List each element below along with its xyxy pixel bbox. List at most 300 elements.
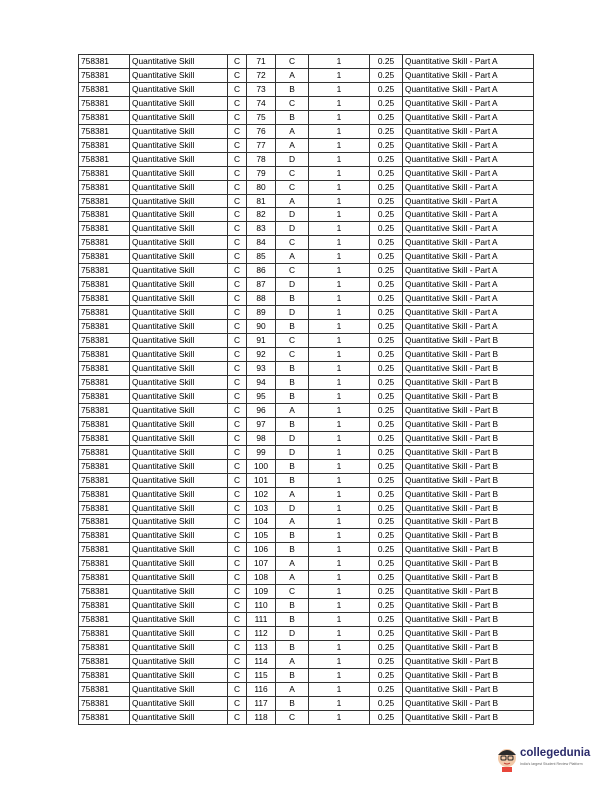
- set-cell: C: [228, 445, 247, 459]
- negative-marks-cell: 0.25: [370, 529, 403, 543]
- subject-cell: Quantitative Skill: [130, 110, 228, 124]
- table-row: [79, 585, 534, 599]
- student-id-cell: 758381: [79, 166, 130, 180]
- marks-cell: 1: [309, 361, 370, 375]
- marks-cell: 1: [309, 389, 370, 403]
- subject-cell: Quantitative Skill: [130, 431, 228, 445]
- negative-marks-cell: 0.25: [370, 250, 403, 264]
- logo-wordmark: collegedunia: [520, 747, 591, 759]
- question-number-cell: 112: [247, 627, 276, 641]
- table-row: [79, 96, 534, 110]
- section-cell: Quantitative Skill - Part A: [403, 320, 534, 334]
- negative-marks-cell: 0.25: [370, 389, 403, 403]
- set-cell: C: [228, 459, 247, 473]
- subject-cell: Quantitative Skill: [130, 654, 228, 668]
- set-cell: C: [228, 180, 247, 194]
- table-row: [79, 417, 534, 431]
- section-cell: Quantitative Skill - Part B: [403, 654, 534, 668]
- marks-cell: 1: [309, 473, 370, 487]
- table-row: [79, 320, 534, 334]
- question-number-cell: 85: [247, 250, 276, 264]
- marks-cell: 1: [309, 194, 370, 208]
- question-number-cell: 105: [247, 529, 276, 543]
- question-number-cell: 96: [247, 403, 276, 417]
- student-id-cell: 758381: [79, 55, 130, 69]
- section-cell: Quantitative Skill - Part B: [403, 599, 534, 613]
- answer-cell: B: [276, 417, 309, 431]
- subject-cell: Quantitative Skill: [130, 403, 228, 417]
- set-cell: C: [228, 585, 247, 599]
- question-number-cell: 103: [247, 501, 276, 515]
- answer-cell: A: [276, 124, 309, 138]
- subject-cell: Quantitative Skill: [130, 68, 228, 82]
- student-id-cell: 758381: [79, 641, 130, 655]
- table-row: [79, 431, 534, 445]
- answer-cell: B: [276, 641, 309, 655]
- section-cell: Quantitative Skill - Part B: [403, 361, 534, 375]
- table-row: [79, 557, 534, 571]
- table-row: [79, 682, 534, 696]
- answer-cell: B: [276, 696, 309, 710]
- set-cell: C: [228, 222, 247, 236]
- answer-cell: B: [276, 668, 309, 682]
- table-row: [79, 194, 534, 208]
- marks-cell: 1: [309, 613, 370, 627]
- marks-cell: 1: [309, 710, 370, 724]
- subject-cell: Quantitative Skill: [130, 599, 228, 613]
- negative-marks-cell: 0.25: [370, 431, 403, 445]
- section-cell: Quantitative Skill - Part B: [403, 641, 534, 655]
- student-id-cell: 758381: [79, 82, 130, 96]
- table-row: [79, 222, 534, 236]
- section-cell: Quantitative Skill - Part A: [403, 208, 534, 222]
- set-cell: C: [228, 334, 247, 348]
- question-number-cell: 97: [247, 417, 276, 431]
- negative-marks-cell: 0.25: [370, 654, 403, 668]
- section-cell: Quantitative Skill - Part A: [403, 236, 534, 250]
- subject-cell: Quantitative Skill: [130, 641, 228, 655]
- table-row: [79, 543, 534, 557]
- section-cell: Quantitative Skill - Part A: [403, 278, 534, 292]
- student-id-cell: 758381: [79, 696, 130, 710]
- answer-cell: A: [276, 557, 309, 571]
- logo-tagline: India's largest Student Review Platform: [520, 762, 583, 766]
- table-row: [79, 501, 534, 515]
- student-id-cell: 758381: [79, 543, 130, 557]
- student-id-cell: 758381: [79, 668, 130, 682]
- answer-cell: B: [276, 110, 309, 124]
- marks-cell: 1: [309, 55, 370, 69]
- subject-cell: Quantitative Skill: [130, 445, 228, 459]
- negative-marks-cell: 0.25: [370, 473, 403, 487]
- subject-cell: Quantitative Skill: [130, 348, 228, 362]
- section-cell: Quantitative Skill - Part A: [403, 110, 534, 124]
- marks-cell: 1: [309, 320, 370, 334]
- subject-cell: Quantitative Skill: [130, 82, 228, 96]
- section-cell: Quantitative Skill - Part B: [403, 668, 534, 682]
- section-cell: Quantitative Skill - Part A: [403, 264, 534, 278]
- table-row: [79, 529, 534, 543]
- section-cell: Quantitative Skill - Part A: [403, 68, 534, 82]
- negative-marks-cell: 0.25: [370, 487, 403, 501]
- negative-marks-cell: 0.25: [370, 682, 403, 696]
- question-number-cell: 95: [247, 389, 276, 403]
- section-cell: Quantitative Skill - Part A: [403, 124, 534, 138]
- question-number-cell: 88: [247, 292, 276, 306]
- question-number-cell: 87: [247, 278, 276, 292]
- subject-cell: Quantitative Skill: [130, 55, 228, 69]
- subject-cell: Quantitative Skill: [130, 334, 228, 348]
- section-cell: Quantitative Skill - Part B: [403, 696, 534, 710]
- marks-cell: 1: [309, 543, 370, 557]
- answer-cell: C: [276, 180, 309, 194]
- table-row: [79, 389, 534, 403]
- negative-marks-cell: 0.25: [370, 585, 403, 599]
- subject-cell: Quantitative Skill: [130, 278, 228, 292]
- student-id-cell: 758381: [79, 180, 130, 194]
- table-row: [79, 334, 534, 348]
- subject-cell: Quantitative Skill: [130, 320, 228, 334]
- set-cell: C: [228, 348, 247, 362]
- subject-cell: Quantitative Skill: [130, 668, 228, 682]
- table-row: [79, 641, 534, 655]
- table-row: [79, 124, 534, 138]
- question-number-cell: 101: [247, 473, 276, 487]
- marks-cell: 1: [309, 96, 370, 110]
- table-row: [79, 236, 534, 250]
- question-number-cell: 80: [247, 180, 276, 194]
- table-row: [79, 306, 534, 320]
- student-id-cell: 758381: [79, 599, 130, 613]
- table-row: [79, 473, 534, 487]
- negative-marks-cell: 0.25: [370, 306, 403, 320]
- section-cell: Quantitative Skill - Part B: [403, 389, 534, 403]
- set-cell: C: [228, 152, 247, 166]
- section-cell: Quantitative Skill - Part B: [403, 613, 534, 627]
- subject-cell: Quantitative Skill: [130, 389, 228, 403]
- subject-cell: Quantitative Skill: [130, 501, 228, 515]
- table-row: [79, 110, 534, 124]
- subject-cell: Quantitative Skill: [130, 529, 228, 543]
- answer-cell: C: [276, 264, 309, 278]
- table-row: [79, 599, 534, 613]
- negative-marks-cell: 0.25: [370, 68, 403, 82]
- question-number-cell: 93: [247, 361, 276, 375]
- question-number-cell: 76: [247, 124, 276, 138]
- student-id-cell: 758381: [79, 613, 130, 627]
- student-id-cell: 758381: [79, 278, 130, 292]
- section-cell: Quantitative Skill - Part B: [403, 585, 534, 599]
- answer-cell: C: [276, 334, 309, 348]
- answer-cell: A: [276, 194, 309, 208]
- subject-cell: Quantitative Skill: [130, 166, 228, 180]
- marks-cell: 1: [309, 682, 370, 696]
- negative-marks-cell: 0.25: [370, 152, 403, 166]
- question-number-cell: 89: [247, 306, 276, 320]
- set-cell: C: [228, 110, 247, 124]
- section-cell: Quantitative Skill - Part A: [403, 194, 534, 208]
- student-id-cell: 758381: [79, 194, 130, 208]
- subject-cell: Quantitative Skill: [130, 208, 228, 222]
- negative-marks-cell: 0.25: [370, 264, 403, 278]
- question-number-cell: 98: [247, 431, 276, 445]
- student-id-cell: 758381: [79, 627, 130, 641]
- student-id-cell: 758381: [79, 208, 130, 222]
- answer-cell: D: [276, 445, 309, 459]
- question-number-cell: 110: [247, 599, 276, 613]
- negative-marks-cell: 0.25: [370, 361, 403, 375]
- set-cell: C: [228, 320, 247, 334]
- answer-cell: B: [276, 389, 309, 403]
- question-number-cell: 84: [247, 236, 276, 250]
- section-cell: Quantitative Skill - Part B: [403, 487, 534, 501]
- set-cell: C: [228, 599, 247, 613]
- section-cell: Quantitative Skill - Part A: [403, 55, 534, 69]
- negative-marks-cell: 0.25: [370, 292, 403, 306]
- set-cell: C: [228, 473, 247, 487]
- set-cell: C: [228, 55, 247, 69]
- answer-cell: B: [276, 543, 309, 557]
- marks-cell: 1: [309, 292, 370, 306]
- question-number-cell: 116: [247, 682, 276, 696]
- question-number-cell: 109: [247, 585, 276, 599]
- table-row: [79, 627, 534, 641]
- negative-marks-cell: 0.25: [370, 445, 403, 459]
- question-number-cell: 111: [247, 613, 276, 627]
- marks-cell: 1: [309, 250, 370, 264]
- set-cell: C: [228, 389, 247, 403]
- answer-cell: B: [276, 599, 309, 613]
- subject-cell: Quantitative Skill: [130, 515, 228, 529]
- question-number-cell: 83: [247, 222, 276, 236]
- student-id-cell: 758381: [79, 292, 130, 306]
- section-cell: Quantitative Skill - Part B: [403, 543, 534, 557]
- answer-cell: C: [276, 55, 309, 69]
- table-row: [79, 138, 534, 152]
- negative-marks-cell: 0.25: [370, 222, 403, 236]
- subject-cell: Quantitative Skill: [130, 264, 228, 278]
- marks-cell: 1: [309, 627, 370, 641]
- set-cell: C: [228, 571, 247, 585]
- set-cell: C: [228, 557, 247, 571]
- question-number-cell: 102: [247, 487, 276, 501]
- negative-marks-cell: 0.25: [370, 334, 403, 348]
- negative-marks-cell: 0.25: [370, 124, 403, 138]
- marks-cell: 1: [309, 110, 370, 124]
- marks-cell: 1: [309, 585, 370, 599]
- student-id-cell: 758381: [79, 431, 130, 445]
- section-cell: Quantitative Skill - Part B: [403, 501, 534, 515]
- subject-cell: Quantitative Skill: [130, 696, 228, 710]
- section-cell: Quantitative Skill - Part A: [403, 292, 534, 306]
- set-cell: C: [228, 68, 247, 82]
- question-number-cell: 82: [247, 208, 276, 222]
- negative-marks-cell: 0.25: [370, 96, 403, 110]
- section-cell: Quantitative Skill - Part B: [403, 682, 534, 696]
- table-row: [79, 68, 534, 82]
- student-id-cell: 758381: [79, 403, 130, 417]
- question-number-cell: 86: [247, 264, 276, 278]
- answer-cell: D: [276, 278, 309, 292]
- marks-cell: 1: [309, 459, 370, 473]
- subject-cell: Quantitative Skill: [130, 124, 228, 138]
- set-cell: C: [228, 515, 247, 529]
- question-number-cell: 106: [247, 543, 276, 557]
- student-id-cell: 758381: [79, 361, 130, 375]
- answer-cell: A: [276, 138, 309, 152]
- subject-cell: Quantitative Skill: [130, 459, 228, 473]
- table-row: [79, 515, 534, 529]
- answer-cell: A: [276, 403, 309, 417]
- section-cell: Quantitative Skill - Part B: [403, 571, 534, 585]
- table-row: [79, 445, 534, 459]
- answer-cell: B: [276, 292, 309, 306]
- set-cell: C: [228, 375, 247, 389]
- answer-cell: C: [276, 166, 309, 180]
- answer-cell: C: [276, 236, 309, 250]
- answer-cell: D: [276, 306, 309, 320]
- answer-cell: B: [276, 320, 309, 334]
- negative-marks-cell: 0.25: [370, 320, 403, 334]
- answer-cell: D: [276, 627, 309, 641]
- subject-cell: Quantitative Skill: [130, 417, 228, 431]
- answer-cell: A: [276, 515, 309, 529]
- marks-cell: 1: [309, 348, 370, 362]
- section-cell: Quantitative Skill - Part A: [403, 166, 534, 180]
- table-row: [79, 668, 534, 682]
- marks-cell: 1: [309, 68, 370, 82]
- set-cell: C: [228, 250, 247, 264]
- student-id-cell: 758381: [79, 487, 130, 501]
- negative-marks-cell: 0.25: [370, 180, 403, 194]
- set-cell: C: [228, 487, 247, 501]
- marks-cell: 1: [309, 599, 370, 613]
- negative-marks-cell: 0.25: [370, 696, 403, 710]
- student-id-cell: 758381: [79, 557, 130, 571]
- answer-cell: D: [276, 501, 309, 515]
- marks-cell: 1: [309, 180, 370, 194]
- negative-marks-cell: 0.25: [370, 138, 403, 152]
- student-id-cell: 758381: [79, 682, 130, 696]
- answer-cell: B: [276, 613, 309, 627]
- table-row: [79, 208, 534, 222]
- negative-marks-cell: 0.25: [370, 417, 403, 431]
- table-row: [79, 55, 534, 69]
- table-row: [79, 571, 534, 585]
- answer-cell: D: [276, 222, 309, 236]
- marks-cell: 1: [309, 264, 370, 278]
- marks-cell: 1: [309, 124, 370, 138]
- marks-cell: 1: [309, 138, 370, 152]
- question-number-cell: 79: [247, 166, 276, 180]
- table-row: [79, 264, 534, 278]
- negative-marks-cell: 0.25: [370, 375, 403, 389]
- subject-cell: Quantitative Skill: [130, 682, 228, 696]
- set-cell: C: [228, 431, 247, 445]
- question-number-cell: 92: [247, 348, 276, 362]
- subject-cell: Quantitative Skill: [130, 613, 228, 627]
- section-cell: Quantitative Skill - Part B: [403, 417, 534, 431]
- subject-cell: Quantitative Skill: [130, 306, 228, 320]
- answer-cell: A: [276, 487, 309, 501]
- answer-cell: A: [276, 571, 309, 585]
- set-cell: C: [228, 208, 247, 222]
- answer-cell: B: [276, 361, 309, 375]
- set-cell: C: [228, 194, 247, 208]
- section-cell: Quantitative Skill - Part B: [403, 334, 534, 348]
- student-id-cell: 758381: [79, 68, 130, 82]
- answer-cell: D: [276, 208, 309, 222]
- marks-cell: 1: [309, 529, 370, 543]
- section-cell: Quantitative Skill - Part A: [403, 96, 534, 110]
- section-cell: Quantitative Skill - Part B: [403, 375, 534, 389]
- negative-marks-cell: 0.25: [370, 55, 403, 69]
- set-cell: C: [228, 696, 247, 710]
- answer-cell: B: [276, 529, 309, 543]
- table-row: [79, 613, 534, 627]
- question-number-cell: 114: [247, 654, 276, 668]
- marks-cell: 1: [309, 306, 370, 320]
- marks-cell: 1: [309, 696, 370, 710]
- negative-marks-cell: 0.25: [370, 599, 403, 613]
- student-id-cell: 758381: [79, 348, 130, 362]
- question-number-cell: 104: [247, 515, 276, 529]
- answer-cell: B: [276, 82, 309, 96]
- student-id-cell: 758381: [79, 473, 130, 487]
- negative-marks-cell: 0.25: [370, 627, 403, 641]
- marks-cell: 1: [309, 334, 370, 348]
- mascot-icon: [496, 746, 518, 772]
- marks-cell: 1: [309, 208, 370, 222]
- answer-cell: B: [276, 375, 309, 389]
- student-id-cell: 758381: [79, 710, 130, 724]
- marks-cell: 1: [309, 375, 370, 389]
- question-number-cell: 107: [247, 557, 276, 571]
- subject-cell: Quantitative Skill: [130, 473, 228, 487]
- answer-cell: C: [276, 710, 309, 724]
- question-number-cell: 90: [247, 320, 276, 334]
- table-row: [79, 348, 534, 362]
- marks-cell: 1: [309, 654, 370, 668]
- question-number-cell: 118: [247, 710, 276, 724]
- student-id-cell: 758381: [79, 110, 130, 124]
- table-row: [79, 82, 534, 96]
- marks-cell: 1: [309, 278, 370, 292]
- student-id-cell: 758381: [79, 585, 130, 599]
- section-cell: Quantitative Skill - Part A: [403, 152, 534, 166]
- negative-marks-cell: 0.25: [370, 166, 403, 180]
- set-cell: C: [228, 682, 247, 696]
- marks-cell: 1: [309, 166, 370, 180]
- set-cell: C: [228, 403, 247, 417]
- set-cell: C: [228, 417, 247, 431]
- negative-marks-cell: 0.25: [370, 641, 403, 655]
- student-id-cell: 758381: [79, 445, 130, 459]
- set-cell: C: [228, 529, 247, 543]
- section-cell: Quantitative Skill - Part B: [403, 710, 534, 724]
- negative-marks-cell: 0.25: [370, 459, 403, 473]
- section-cell: Quantitative Skill - Part B: [403, 403, 534, 417]
- question-number-cell: 115: [247, 668, 276, 682]
- subject-cell: Quantitative Skill: [130, 292, 228, 306]
- set-cell: C: [228, 82, 247, 96]
- set-cell: C: [228, 138, 247, 152]
- marks-cell: 1: [309, 222, 370, 236]
- question-number-cell: 94: [247, 375, 276, 389]
- student-id-cell: 758381: [79, 222, 130, 236]
- set-cell: C: [228, 543, 247, 557]
- negative-marks-cell: 0.25: [370, 710, 403, 724]
